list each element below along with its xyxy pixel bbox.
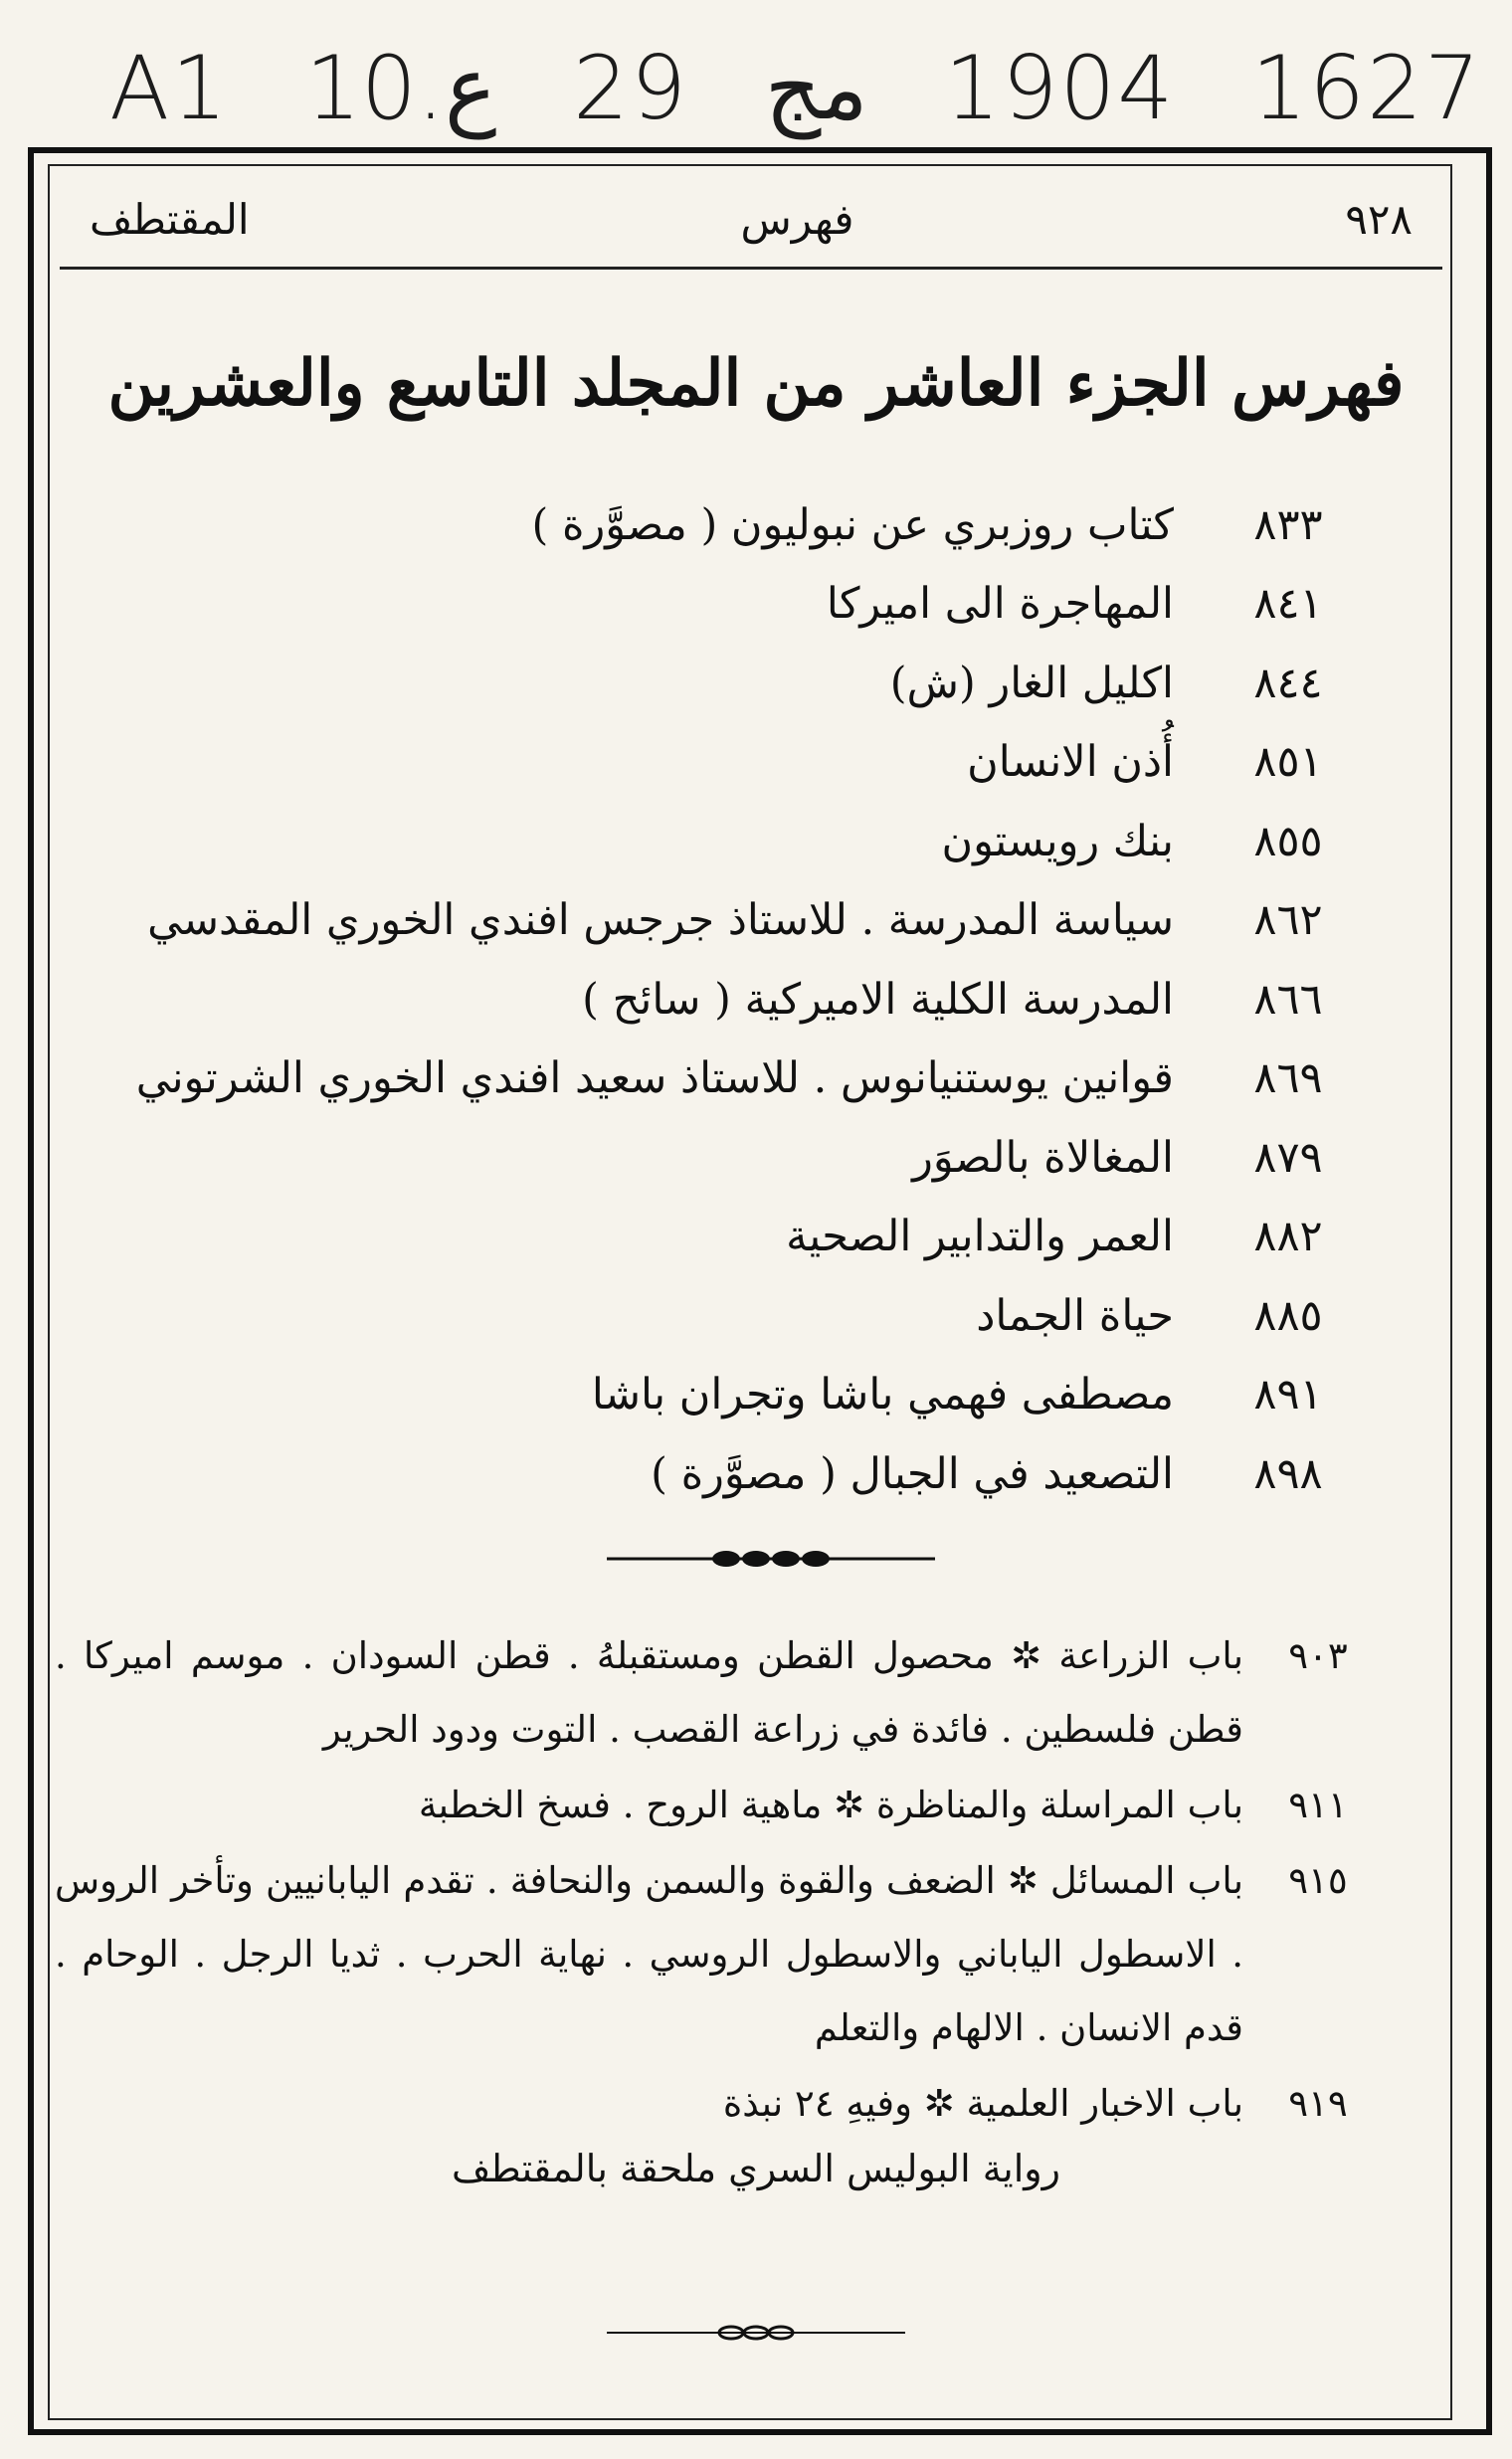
ornament-divider: [607, 1544, 935, 1574]
entry-title: بنك رويستون: [941, 816, 1174, 866]
handwritten-catalog-note: [109, 28, 1482, 147]
entry-page: ٨٨٥: [1253, 1290, 1323, 1341]
entry-title: المدرسة الكلية الاميركية ( سائح ): [582, 974, 1174, 1025]
entry-page: ٨٩٨: [1253, 1448, 1323, 1499]
section-entry: [55, 1619, 1363, 1767]
entry-title: التصعيد في الجبال ( مصوَّرة ): [651, 1448, 1174, 1499]
section-page: ٩١٥: [1288, 1859, 1348, 1902]
toc-entry: [199, 1198, 1353, 1277]
entry-page: ٨٥١: [1253, 737, 1323, 788]
entry-page: ٨٩١: [1253, 1370, 1323, 1420]
entry-page: ٨٨٢: [1253, 1212, 1323, 1262]
section-text: باب المسائل ✲ الضعف والقوة والسمن والنحافة . تقدم اليابانيين وتأخر الروس . الاسطول الياباني والاسطول الروسي . نهاية الحرب . ثديا الرجل . الوحام . قدم الانسان . الالهام والتعلم: [55, 1859, 1243, 2049]
entry-page: ٨٤٤: [1253, 658, 1323, 708]
entry-page: ٨٦٢: [1253, 895, 1323, 946]
handwritten-volume-abbr: مج: [764, 36, 868, 139]
toc-entries: [135, 485, 1353, 1514]
section-label: فهرس: [740, 194, 854, 244]
entry-title: قوانين يوستنيانوس . للاستاذ سعيد افندي الخوري الشرتوني: [135, 1053, 1174, 1104]
toc-entry: [199, 485, 1353, 565]
entry-page: ٨٧٩: [1253, 1132, 1323, 1183]
toc-entry: [199, 802, 1353, 881]
entry-page: ٨٤١: [1253, 579, 1323, 630]
section-entry: [55, 1769, 1363, 1842]
toc-entry: [199, 1276, 1353, 1356]
toc-entry: [199, 565, 1353, 645]
section-entries: [55, 1619, 1363, 2143]
section-text: باب الاخبار العلمية ✲ وفيهِ ٢٤ نبذة: [722, 2082, 1243, 2125]
handwritten-year: 1904: [944, 36, 1176, 139]
entry-title: المهاجرة الى اميركا: [826, 579, 1174, 630]
section-text: باب المراسلة والمناظرة ✲ ماهية الروح . فسخ الخطبة: [418, 1784, 1243, 1826]
toc-entry: [147, 881, 1353, 961]
section-entry: [55, 2067, 1363, 2141]
toc-entry: [199, 644, 1353, 723]
entry-title: المغالاة بالصوَر: [912, 1132, 1174, 1183]
entry-title: مصطفى فهمي باشا وتجران باشا: [591, 1370, 1174, 1420]
handwritten-code: A1: [109, 36, 230, 139]
entry-title: أُذن الانسان: [967, 737, 1174, 788]
entry-title: حياة الجماد: [976, 1290, 1174, 1341]
header-rule: [60, 267, 1442, 270]
entry-title: سياسة المدرسة . للاستاذ جرجس افندي الخوري المقدسي: [147, 895, 1174, 946]
section-page: ٩٠٣: [1288, 1634, 1348, 1677]
section-page: ٩١٩: [1288, 2082, 1348, 2125]
toc-entry: [199, 1434, 1353, 1514]
supplement-note: رواية البوليس السري ملحقة بالمقتطف: [452, 2147, 1060, 2190]
toc-title: فهرس الجزء العاشر من المجلد التاسع والعشرين: [107, 346, 1405, 421]
entry-page: ٨٥٥: [1253, 816, 1323, 866]
handwritten-number: 1627: [1250, 36, 1482, 139]
entry-title: اكليل الغار (ش): [889, 658, 1174, 708]
entry-title: العمر والتدابير الصحية: [786, 1212, 1174, 1262]
entry-page: ٨٦٦: [1253, 974, 1323, 1025]
entry-page: ٨٦٩: [1253, 1053, 1323, 1104]
section-text: باب الزراعة ✲ محصول القطن ومستقبلهُ . قطن السودان . موسم اميركا . قطن فلسطين . فائدة في زراعة القصب . التوت ودود الحرير: [55, 1634, 1243, 1751]
journal-name: المقتطف: [90, 194, 250, 244]
ornament-divider-bottom: [607, 2318, 905, 2348]
toc-entry: [199, 1118, 1353, 1198]
entry-title: كتاب روزبري عن نبوليون ( مصوَّرة ): [531, 499, 1174, 550]
toc-entry: [199, 1356, 1353, 1435]
toc-entry: [199, 960, 1353, 1040]
entry-page: ٨٣٣: [1253, 499, 1323, 550]
page-number: ٩٢٨: [1345, 194, 1413, 244]
section-page: ٩١١: [1288, 1784, 1348, 1826]
toc-entry: [135, 1040, 1353, 1119]
section-entry: [55, 1844, 1363, 2065]
toc-entry: [199, 723, 1353, 803]
handwritten-issue: 10.ع: [304, 36, 497, 139]
running-head: [90, 179, 1413, 259]
handwritten-volume: 29: [573, 36, 689, 139]
